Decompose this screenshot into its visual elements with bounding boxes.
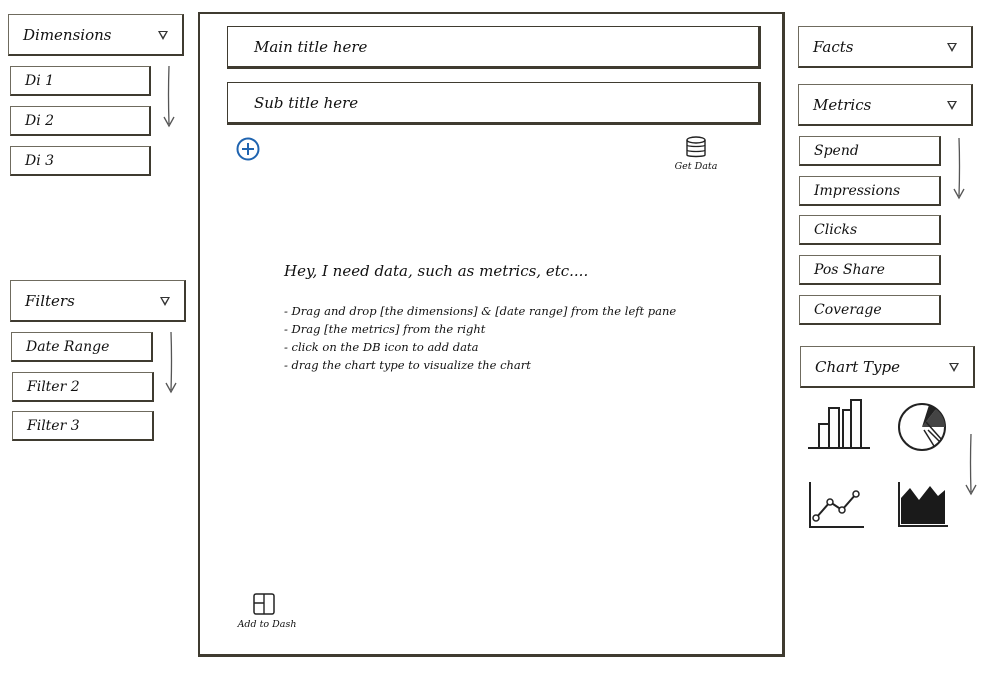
filters-dropdown[interactable] <box>10 280 186 322</box>
filter-item-label: Date Range <box>26 338 110 355</box>
dimension-item-label: Di 1 <box>25 72 55 89</box>
metric-item-clicks[interactable] <box>799 215 941 245</box>
dashboard-canvas[interactable] <box>198 12 785 657</box>
database-icon <box>684 136 708 160</box>
instruction-line: - drag the chart type to visualize the chart <box>284 358 531 372</box>
metric-item-label: Spend <box>814 142 859 159</box>
filter-item-3[interactable] <box>12 411 154 441</box>
dropdown-triangle-icon <box>949 363 959 372</box>
metric-item-label: Coverage <box>814 301 882 318</box>
add-plus-icon[interactable] <box>235 136 261 162</box>
dimension-item-label: Di 2 <box>25 112 55 129</box>
metric-item-impressions[interactable] <box>799 176 941 206</box>
add-to-dash-label: Add to Dash <box>237 619 297 630</box>
filter-item-date-range[interactable] <box>11 332 153 362</box>
metric-item-coverage[interactable] <box>799 295 941 325</box>
facts-label: Facts <box>813 37 854 56</box>
filters-label: Filters <box>25 291 75 310</box>
dimensions-label: Dimensions <box>23 25 112 44</box>
dimension-item-1[interactable] <box>10 66 151 96</box>
filter-item-2[interactable] <box>12 372 154 402</box>
metric-item-label: Clicks <box>814 221 858 238</box>
filter-item-label: Filter 2 <box>27 378 80 395</box>
get-data-button[interactable] <box>668 136 724 176</box>
dashboard-panel-icon <box>252 592 276 616</box>
dimension-item-3[interactable] <box>10 146 151 176</box>
scroll-down-arrow-icon <box>962 432 980 498</box>
filter-item-label: Filter 3 <box>27 417 80 434</box>
instruction-line: - Drag [the metrics] from the right <box>284 322 486 336</box>
metric-item-label: Pos Share <box>814 261 885 278</box>
dimension-item-label: Di 3 <box>25 152 55 169</box>
scroll-down-arrow-icon <box>160 64 178 130</box>
scroll-down-arrow-icon <box>162 330 180 396</box>
metrics-dropdown[interactable] <box>798 84 973 126</box>
facts-dropdown[interactable] <box>798 26 973 68</box>
dimension-item-2[interactable] <box>10 106 151 136</box>
dropdown-triangle-icon <box>160 297 170 306</box>
add-to-dash-button[interactable] <box>234 592 300 636</box>
sub-title-field[interactable] <box>227 82 761 125</box>
chart-type-dropdown[interactable] <box>800 346 975 388</box>
metric-item-label: Impressions <box>814 182 901 199</box>
empty-state-message <box>284 262 744 374</box>
instruction-line: - Drag and drop [the dimensions] & [date range] from the left pane <box>284 304 677 318</box>
metric-item-pos-share[interactable] <box>799 255 941 285</box>
dropdown-triangle-icon <box>947 43 957 52</box>
metrics-label: Metrics <box>813 95 872 114</box>
area-chart-icon[interactable] <box>896 480 950 530</box>
scroll-down-arrow-icon <box>950 136 968 202</box>
bar-chart-icon[interactable] <box>806 398 872 452</box>
instruction-line: - click on the DB icon to add data <box>284 340 479 354</box>
get-data-label: Get Data <box>674 161 718 172</box>
main-title-text: Main title here <box>254 37 368 56</box>
line-chart-icon[interactable] <box>806 480 866 530</box>
pie-chart-icon[interactable] <box>896 400 954 454</box>
dimensions-dropdown[interactable] <box>8 14 184 56</box>
empty-state-heading: Hey, I need data, such as metrics, etc.... <box>284 262 589 280</box>
chart-type-label: Chart Type <box>815 357 901 376</box>
dropdown-triangle-icon <box>158 31 168 40</box>
metric-item-spend[interactable] <box>799 136 941 166</box>
dropdown-triangle-icon <box>947 101 957 110</box>
main-title-field[interactable] <box>227 26 761 69</box>
sub-title-text: Sub title here <box>254 93 359 112</box>
